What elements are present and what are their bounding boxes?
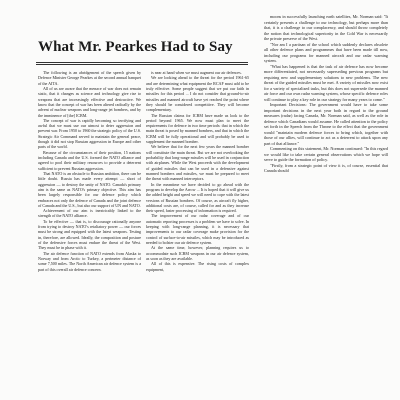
column-2-paragraph: All of this is expensive. The rising costs of complex equipment, bbox=[146, 261, 249, 272]
article-title: What Mr. Pearkes Had to Say bbox=[38, 39, 233, 55]
column-1-paragraph: All of us are aware that the menace of war does not remain static, that it changes as science and technology give rise to weapons that are increasingly effective and destructive. We know that the concept of war has been altered radically by the advent of nuclear weapons and long-range jet bombers, and by the imminence of [the] ICBM. bbox=[38, 85, 141, 118]
column-2-paragraph: The improvement of our radar coverage and of our automatic reporting processes is a problem we have to solve. In keeping with long-range planning, it is necessary that improvements to our radar coverage make provision for the control of surface-to-air missiles, which may be introduced as needed to bolster our air defence system. bbox=[146, 213, 249, 245]
column-1-paragraph: That NATO is an obstacle to Russian ambition, there can be little doubt. Russia has made every attempt — short of aggression — to destroy the unity of NATO. Canada's primary aim is the same as NATO's primary objective. This aim has been largely responsible for our defence policy which embraces not only the defence of Canada and the joint defence of Canada and the U.S., but also our support of UN and NATO. bbox=[38, 170, 141, 208]
column-2-paragraph: We believe that for the next few years the manned bomber will constitute the main threat. But we are not overlooking the probability that long-range missiles will be used in conjunction with airplanes. While the West proceeds with the development of guided missiles that can be used in a defensive against manned bombers and missiles, we must be prepared to meet the threat with manned interceptors. bbox=[146, 144, 249, 182]
text-column-1 bbox=[38, 70, 141, 400]
title-rule-bottom bbox=[36, 64, 248, 65]
column-3-paragraph: moons in successfully launching earth satellites, Mr. Norman said: "It certainly presents a challenge to our technology, but perhaps more than that, it is a challenge to our complacency, and should throw completely the notion that technological superiority in the Cold War is necessarily the private preserve of the West. bbox=[264, 14, 388, 41]
column-1-paragraph: To be effective — that is, to discourage rationally anyone from trying to destroy NATO's retaliatory power — our forces must be strong and equipped with the latest weapons. Testing in, therefore, are allowed. Ideally, the composition and posture of the defensive forces must endure the threat of the West. They must be in phase with it. bbox=[38, 218, 141, 251]
column-3-paragraph: "Nor am I a partisan of the school which suddenly declares obsolete all other defence plans and programmes that have been made till now, including our programs for manned aircraft and our radar warning system. bbox=[264, 41, 388, 63]
column-1-paragraph: The air defence function of NATO extends from Alaska to Norway and from Arctic to Turkey, a perimeter distance of some 7,500 miles. The North American air defence system is a part of this overall air defence concern. bbox=[38, 250, 141, 272]
column-2-paragraph: At the same time, however, planning requires us to accommodate such ICBM weapons in our air defence system, as soon as they are available. bbox=[146, 245, 249, 261]
column-1-paragraph: Achievement of our aim is inextricably linked to the strength of the NATO alliance. bbox=[38, 208, 141, 219]
column-2-paragraph: In the meantime we have decided to go ahead with the program to develop the Arrow ... It is hoped that it will give us the added height and speed we will need to cope with the latest versions of Russian bombers. Of course, as aircraft fly higher, additional costs are, of course, called for and as they increase their speed, faster processing of information is required. bbox=[146, 181, 249, 214]
column-2-paragraph: We are looking ahead to the threat for the period 1961-65 and are determining what equipment the RCAF must add to be truly effective. Some people suggest that we put our faith in missiles for this period ... I do not consider that ground-to-air missiles and manned aircraft have yet reached the point where they should be considered competitive. They will become complementary. bbox=[146, 75, 249, 113]
column-3-paragraph: Commenting on this statement, Mr. Norman continued: "In this regard we would like to take certain general observations which we hope will serve to guide the formation of policy. bbox=[264, 146, 388, 162]
column-2-paragraph: is near at hand when we must augment our air defences. bbox=[151, 70, 242, 75]
column-2-paragraph: The Russian claims for ICBM have made us look to the period beyond 1965. We now must plan to meet the requirements for defence in two time periods: that in which the main threat is posed by manned bombers, and that in which the ICBM will be fully operational and will probably be used to supplement the manned bomber. bbox=[146, 112, 249, 145]
text-column-3 bbox=[264, 14, 388, 400]
column-1-paragraph: The concept of war is rapidly becoming so terrifying and awful that we must use our utmost to deter aggression and prevent war. From 1950 to 1960 the strategic policy of the U.S. Strategic Air Command served to maintain the general peace, though it did not stop Russian aggression in Europe and other parts of the world. bbox=[38, 117, 141, 150]
title-rule-top bbox=[36, 62, 248, 63]
column-3-paragraph: Important Decisions: The government would have to take some important decisions in the next year both in regard to the ground measures (radar) facing Canada, Mr. Norman said, as well as the role in defence which Canadians would assume. He called attention to the policy set forth in the Speech from the Throne to the effect that the government would "maintain modern defence forces to bring which, together with those of our allies, will continue to act as a deterrent to attack upon any part of that alliance." bbox=[264, 102, 388, 146]
column-1-paragraph: Because of the circumstances of their position, 15 nations including Canada and the U.S. formed the NATO alliance and agreed to pool their military resources to provide a deterrent sufficient to prevent Russian aggression. bbox=[38, 149, 141, 171]
text-column-2 bbox=[146, 70, 249, 400]
column-3-paragraph: "What has happened is that the task of air defence has now become more differentiated, not necessarily superseding previous programs but requiring new and supplementary solutions to new problems. The new threat of the guided missiles must be met. A variety of missiles now exist for a variety of specialized tasks, but this does not supersede the manned air force and our own radar warning system, whose specific defence roles will continue to play a key role in our strategy for many years to come." bbox=[264, 63, 388, 102]
column-1-paragraph: The following is an abridgement of the speech given by Defence Minister George Pearkes at the second annual banquet of the AITA. bbox=[38, 70, 141, 86]
column-3-paragraph: "Firstly, from a strategic point of view it is, of course, essential that Canada should bbox=[264, 162, 388, 173]
